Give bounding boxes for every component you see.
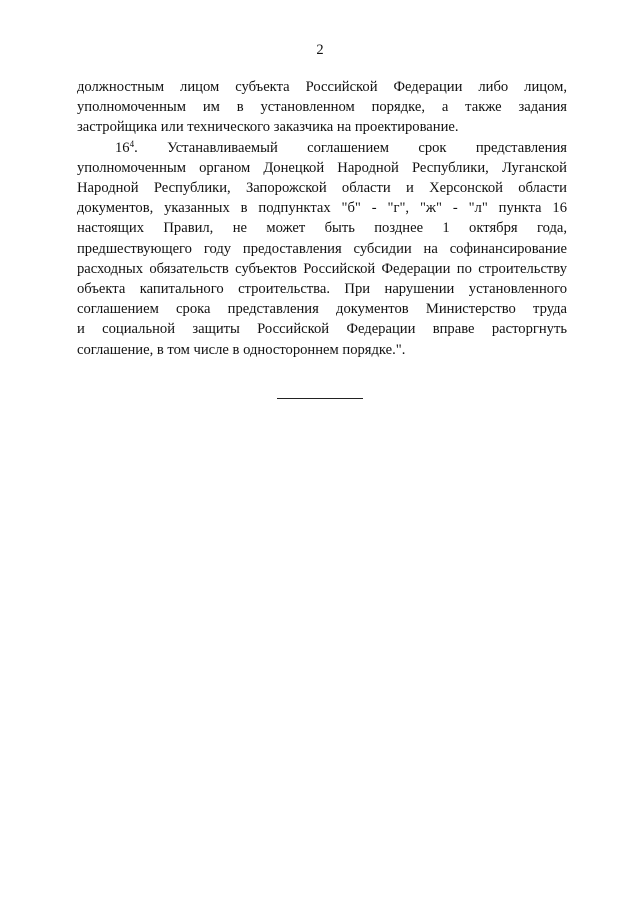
end-of-document-rule [277, 398, 363, 399]
text-line: и социальной защиты Российской Федерации вправе расторгнуть [77, 321, 567, 338]
text-line: застройщика или технического заказчика на проектирование. [77, 119, 459, 136]
text-line: объекта капитального строительства. При нарушении установленного [77, 281, 567, 298]
document-body [77, 77, 567, 360]
paragraph-2 [77, 138, 567, 360]
text-line-first [77, 138, 567, 158]
text-line: уполномоченным им в установленном порядке, а также задания [77, 99, 567, 116]
paragraph-1 [77, 77, 567, 138]
text-line: соглашением срока представления документов Министерство труда [77, 301, 567, 318]
text-line: должностным лицом субъекта Российской Федерации либо лицом, [77, 79, 567, 95]
paragraph-number-superscript: 4 [129, 138, 135, 149]
text-line: предшествующего году предоставления субсидии на софинансирование [77, 240, 567, 257]
first-line-text: . Устанавливаемый соглашением срок представления [134, 139, 567, 156]
text-line: соглашение, в том числе в одностороннем порядке.". [77, 341, 406, 358]
page-number: 2 [316, 42, 324, 58]
paragraph-number: 16 [115, 139, 130, 156]
text-line: Народной Республики, Запорожской области и Херсонской области [77, 180, 567, 197]
text-line: расходных обязательств субъектов Российской Федерации по строительству [77, 260, 567, 277]
text-line: документов, указанных в подпунктах "б" - "г", "ж" - "л" пункта 16 [77, 200, 567, 217]
text-line: настоящих Правил, не может быть позднее 1 октября года, [77, 220, 567, 237]
text-line: уполномоченным органом Донецкой Народной Республики, Луганской [77, 159, 567, 176]
